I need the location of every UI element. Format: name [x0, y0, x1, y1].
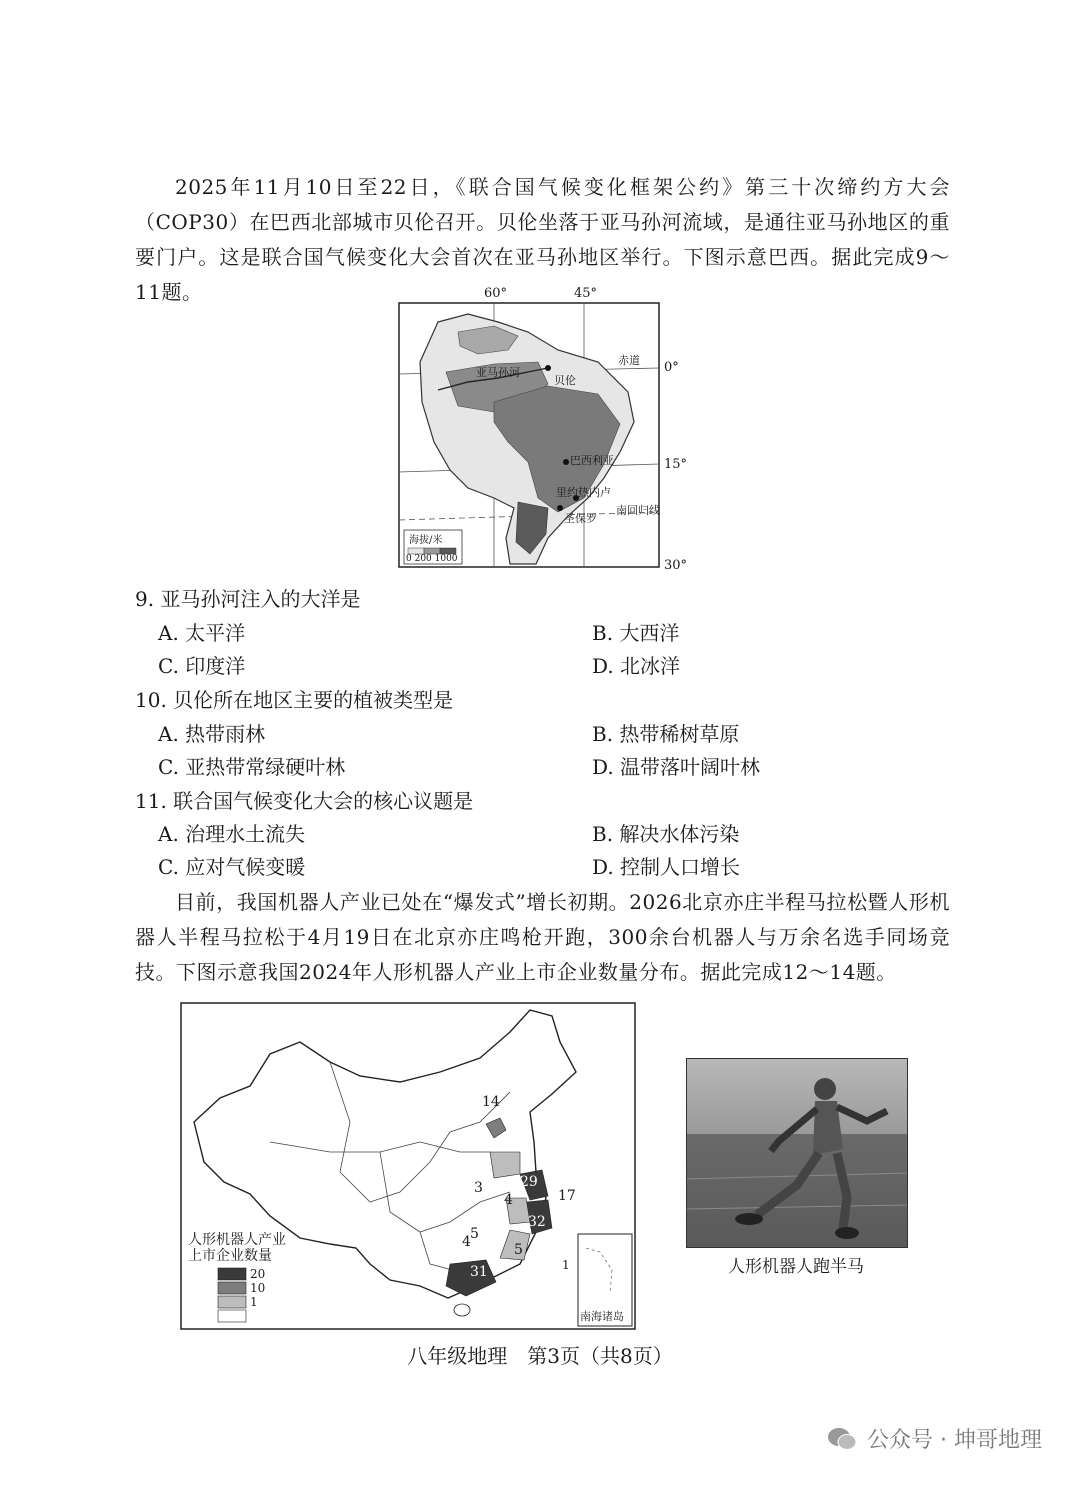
lat-label-15: 15°	[664, 457, 688, 472]
china-map-svg	[180, 1002, 636, 1330]
saopaulo-label: 圣保罗	[564, 512, 597, 525]
lon-label-45: 45°	[574, 286, 598, 301]
page-footer: 八年级地理 第3页（共8页）	[407, 1344, 673, 1368]
brazil-legend-title: 海拔/米	[409, 535, 443, 546]
question-9-option-c[interactable]: C. 印度洋	[158, 654, 246, 678]
robot-runner-figure	[687, 1059, 907, 1247]
legend-swatch-10	[218, 1282, 246, 1294]
brazil-legend-ticks: 0 200 1000	[406, 554, 458, 564]
question-10-option-c[interactable]: C. 亚热带常绿硬叶林	[158, 755, 346, 779]
question-11-option-d[interactable]: D. 控制人口增长	[592, 855, 741, 879]
equator-label: 赤道	[618, 354, 640, 367]
question-11-option-c[interactable]: C. 应对气候变暖	[158, 855, 306, 879]
china-map	[180, 1002, 636, 1330]
question-11-stem: 11. 联合国气候变化大会的核心议题是	[135, 789, 474, 813]
legend-label-20: 20	[250, 1267, 266, 1281]
tropic-label: 南回归线	[616, 504, 660, 517]
belem-label: 贝伦	[554, 374, 576, 387]
china-legend-title: 人形机器人产业 上市企业数量	[188, 1232, 286, 1264]
brazil-map-svg	[398, 302, 660, 568]
question-9-option-a[interactable]: A. 太平洋	[158, 621, 246, 645]
count-fujian: 5	[514, 1242, 523, 1258]
legend-label-1: 1	[250, 1295, 258, 1309]
belem-dot	[545, 365, 551, 371]
count-shanxi: 3	[474, 1180, 483, 1196]
watermark-text: 公众号 · 坤哥地理	[867, 1428, 1042, 1453]
count-jiangsu: 29	[520, 1174, 538, 1190]
brasilia-label: 巴西利亚	[570, 454, 614, 467]
brazil-map	[398, 286, 688, 573]
question-10-stem: 10. 贝伦所在地区主要的植被类型是	[135, 688, 454, 712]
count-hubei: 5	[470, 1226, 479, 1242]
question-9-stem: 9. 亚马孙河注入的大洋是	[135, 587, 361, 611]
question-9-option-d[interactable]: D. 北冰洋	[592, 654, 681, 678]
saopaulo-dot	[557, 505, 563, 511]
wechat-icon	[827, 1427, 857, 1451]
robot-photo-caption: 人形机器人跑半马	[728, 1257, 864, 1277]
intro-paragraph-2: 目前，我国机器人产业已处在“爆发式”增长初期。2026北京亦庄半程马拉松暨人形机器人半程马拉松于4月19日在北京亦庄鸣枪开跑，300余台机器人与万余名选手同场竞技。下图示意我国2024年人形机器人产业上市企业数量分布。据此完成12～14题。	[135, 890, 950, 984]
lat-label-0: 0°	[664, 360, 679, 375]
legend-swatch-1	[218, 1296, 246, 1308]
legend-swatch-20	[218, 1268, 246, 1280]
robot-photo	[686, 1058, 908, 1248]
rio-label: 里约热内卢	[556, 486, 611, 499]
count-shanghai: 17	[558, 1188, 576, 1204]
question-9-option-b[interactable]: B. 大西洋	[592, 621, 680, 645]
count-beijing: 14	[482, 1094, 500, 1110]
brasilia-dot	[563, 459, 569, 465]
count-henan: 4	[504, 1192, 513, 1208]
lat-label-30: 30°	[664, 558, 688, 573]
legend-swatch-0	[218, 1310, 246, 1322]
legend-label-10: 10	[250, 1281, 266, 1295]
question-10-option-a[interactable]: A. 热带雨林	[158, 722, 266, 746]
count-guangdong: 31	[470, 1264, 488, 1280]
question-10-option-b[interactable]: B. 热带稀树草原	[592, 722, 740, 746]
lon-label-60: 60°	[484, 286, 508, 301]
count-zhejiang: 32	[528, 1214, 546, 1230]
count-hunan: 4	[462, 1234, 471, 1250]
south-sea-label: 南海诸岛	[580, 1310, 624, 1323]
intro-paragraph-1: 2025年11月10日至22日，《联合国气候变化框架公约》第三十次缔约方大会（COP30）在巴西北部城市贝伦召开。贝伦坐落于亚马孙河流域，是通往亚马孙地区的重要门户。这是联合国气候变化大会首次在亚马孙地区举行。下图示意巴西。据此完成9～11题。	[135, 175, 950, 304]
count-taiwan: 1	[562, 1258, 570, 1272]
question-10-option-d[interactable]: D. 温带落叶阔叶林	[592, 755, 761, 779]
amazon-river-label: 亚马孙河	[476, 366, 520, 379]
watermark	[827, 1423, 1042, 1454]
question-11-option-a[interactable]: A. 治理水土流失	[158, 822, 306, 846]
question-11-option-b[interactable]: B. 解决水体污染	[592, 822, 740, 846]
